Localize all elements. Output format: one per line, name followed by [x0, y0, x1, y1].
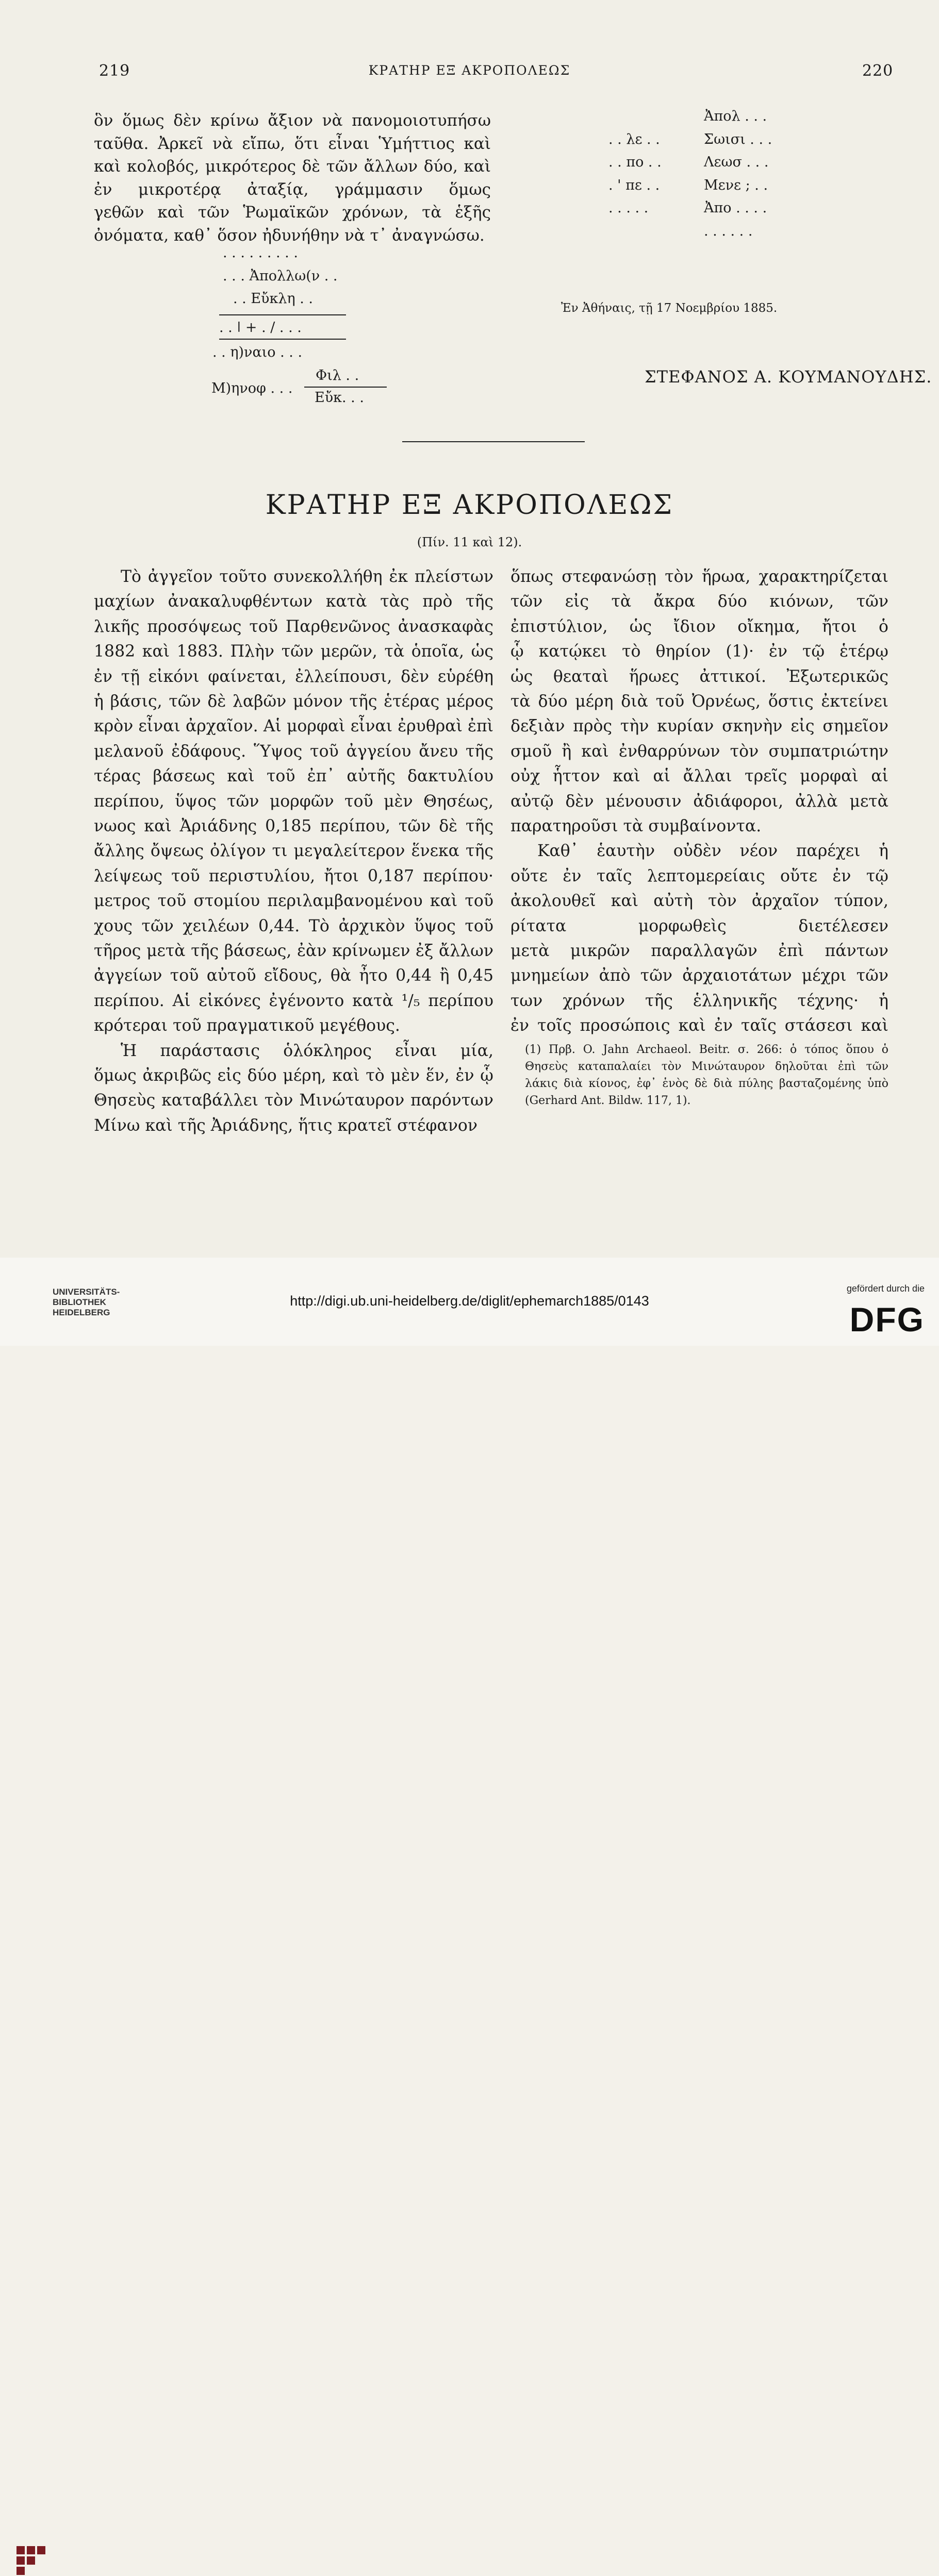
- text-line: (Gerhard Ant. Bildw. 117, 1).: [525, 1094, 691, 1107]
- text-line: Καθ᾽ ἑαυτὴν οὐδὲν νέον παρέχει ἡ: [537, 842, 888, 861]
- library-name: UNIVERSITÄTS- BIBLIOTHEK HEIDELBERG: [53, 1287, 120, 1317]
- text-line: ἡ βάσις, τῶν δὲ λαβῶν μόνον τῆς ἑτέρας μέρος: [94, 692, 493, 711]
- funding-note: gefördert durch die: [846, 1283, 925, 1294]
- page-number-right: 220: [862, 62, 894, 80]
- article-title: ΚΡΑΤΗΡ ΕΞ ΑΚΡΟΠΟΛΕΩΣ: [265, 490, 674, 521]
- signature: ΣΤΕΦΑΝΟΣ Α. ΚΟΥΜΑΝΟΥΔΗΣ.: [645, 367, 932, 387]
- inscription-line: . . . . . . . . .: [223, 245, 298, 261]
- text-line: κρότεραι τοῦ πραγματικοῦ μεγέθους.: [94, 1016, 400, 1035]
- scanned-page: [0, 0, 939, 1258]
- inscription-line: Σωισι . . .: [704, 131, 772, 147]
- inscription-line: . . πο . .: [608, 154, 662, 170]
- text-line: Θησεὺς καταβάλλει τὸν Μινώταυρον παρόντων: [94, 1091, 493, 1110]
- text-line: μαχίων ἀνακαλυφθέντων κατὰ τὰς πρὸ τῆς: [94, 592, 493, 611]
- text-line: των χρόνων τῆς ἑλληνικῆς τέχνης· ἡ: [510, 991, 888, 1010]
- text-line: χους τῶν χειλέων 0,44. Τὸ ἀρχικὸν ὕψος τοῦ: [94, 916, 493, 935]
- inscription-prefix: Μ)ηνοφ . . .: [211, 380, 293, 396]
- inscription-line: . . ǀ + . / . . .: [219, 320, 302, 336]
- inscription-rule: [219, 339, 346, 340]
- inscription-line: Λεωσ . . .: [704, 154, 769, 170]
- text-line: λείψεως τοῦ περιστυλίου, ἤτοι 0,187 περίπου·: [94, 866, 493, 885]
- text-line: οὔτε ἐν ταῖς λεπτομερείαις οὔτε ἐν τῷ: [510, 866, 888, 885]
- section-rule: [402, 441, 585, 442]
- article-subtitle: (Πίν. 11 καὶ 12).: [417, 535, 522, 549]
- text-line: ταῦθα. Ἀρκεῖ νὰ εἴπω, ὅτι εἶναι Ὑμήττιος καὶ: [94, 134, 491, 153]
- dateline: Ἐν Ἀθήναις, τῇ 17 Νοεμβρίου 1885.: [561, 302, 778, 315]
- running-title: ΚΡΑΤΗΡ ΕΞ ΑΚΡΟΠΟΛΕΩΣ: [368, 63, 571, 78]
- text-line: τὰ δύο μέρη διὰ τοῦ Ὀρνέως, ὅστις ἐκτείνει: [510, 692, 888, 711]
- text-line: αὐτῷ δὲν μένουσιν ἀδιάφοροι, ἀλλὰ μετὰ: [510, 792, 888, 811]
- inscription-rule: [219, 314, 346, 315]
- inscription-line: . . Εὔκλη . .: [233, 291, 313, 307]
- text-line: λάκις διὰ κίονος, ἐφ᾽ ἑνὸς δὲ διὰ πύλης βασταζομένης ὑπὸ: [525, 1077, 888, 1090]
- text-line: παρατηροῦσι τὰ συμβαίνοντα.: [510, 817, 762, 835]
- text-line: ἐν τοῖς προσώποις καὶ ἐν ταῖς στάσεσι καὶ: [510, 1016, 888, 1035]
- text-line: ἐν μικροτέρᾳ ἀταξίᾳ, γράμμασιν ὅμως: [94, 180, 491, 199]
- text-line: περίπου. Αἱ εἰκόνες ἐγένοντο κατὰ ¹/₅ περίπου: [94, 991, 493, 1010]
- text-line: Μίνω καὶ τῆς Ἀριάδνης, ἥτις κρατεῖ στέφανον: [94, 1116, 478, 1135]
- text-line: ὅπως στεφανώσῃ τὸν ἥρωα, χαρακτηρίζεται: [510, 567, 888, 586]
- fraction-rule: [304, 387, 387, 388]
- text-line: κρὸν εἶναι ἀρχαῖον. Αἱ μορφαὶ εἶναι ἐρυθραὶ ἐπὶ: [94, 717, 493, 736]
- text-line: ὃν ὅμως δὲν κρίνω ἄξιον νὰ πανομοιοτυπήσω: [94, 111, 491, 130]
- text-line: Ἡ παράστασις ὁλόκληρος εἶναι μία,: [121, 1041, 493, 1060]
- text-line: ᾧ κατῴκει τὸ θηρίον (1)· ἐν τῷ ἑτέρῳ: [510, 642, 888, 661]
- text-line: ἐν τῇ εἰκόνι φαίνεται, ἐλλείπουσι, δὲν εὑρέθη: [94, 667, 493, 686]
- dfg-logo: DFG: [849, 1300, 925, 1339]
- text-line: μετὰ μικρῶν παραλλαγῶν ἐπὶ πάντων: [510, 942, 888, 960]
- text-line: δεξιὰν πρὸς τὴν κυρίαν σκηνὴν εἰς σημεῖον: [510, 717, 888, 736]
- text-line: γεθῶν καὶ τῶν Ῥωμαϊκῶν χρόνων, τὰ ἑξῆς: [94, 203, 491, 222]
- inscription-line: Ἀπολ . . .: [704, 108, 767, 124]
- text-line: λικῆς προσόψεως τοῦ Παρθενῶνος ἀνασκαφὰς: [94, 617, 493, 636]
- text-line: ὀνόματα, καθ᾽ ὅσον ἠδυνήθην νὰ τ᾽ ἀναγνώσω.: [94, 226, 485, 245]
- text-line: σμοῦ ἢ καὶ ἐνθαρρύνων τὸν συμπατριώτην: [510, 742, 888, 761]
- text-line: μελανοῦ ἐδάφους. Ὕψος τοῦ ἀγγείου ἄνευ τῆς: [94, 742, 493, 761]
- text-line: ἀγγείων τοῦ αὐτοῦ εἴδους, θὰ ἦτο 0,44 ἢ 0,45: [94, 966, 493, 985]
- inscription-fraction-top: Φιλ . .: [316, 367, 359, 383]
- text-line: ἐπιστύλιον, ὡς ἴδιον οἴκημα, ἤτοι ὁ: [510, 617, 888, 636]
- text-line: Θησεὺς καταπαλαίει τὸν Μινώταυρον δηλοῦται ἐπὶ τῶν: [525, 1060, 888, 1073]
- text-line: ὡς θεαταὶ ἥρωες ἀττικοί. Ἐξωτερικῶς: [510, 667, 888, 686]
- inscription-fraction-bottom: Εὔκ. . .: [315, 390, 364, 406]
- text-line: νωος καὶ Ἀριάδνης 0,185 περίπου, τῶν δὲ τῆς: [94, 817, 493, 835]
- inscription-line: . . λε . .: [608, 131, 660, 147]
- inscription-line: . . . . .: [608, 200, 649, 216]
- inscription-line: . ' πε . .: [608, 177, 660, 193]
- text-line: μετρος τοῦ στομίου περιλαμβανομένου καὶ τοῦ: [94, 892, 493, 911]
- inscription-line: Μενε ; . .: [704, 177, 768, 193]
- inscription-line: . . η)ναιο . . .: [212, 344, 303, 360]
- text-line: οὐχ ἧττον καὶ αἱ ἄλλαι τρεῖς μορφαὶ αἱ: [510, 767, 888, 786]
- text-line: μνημείων ἀπὸ τῶν ἀρχαιοτάτων μέχρι τῶν: [510, 966, 888, 985]
- text-line: ρίτατα μορφωθεὶς διετέλεσεν: [510, 916, 888, 935]
- inscription-line: . . . Ἀπολλω(ν . .: [223, 268, 338, 284]
- text-line: ὅμως ἀκριβῶς εἰς δύο μέρη, καὶ τὸ μὲν ἕν, ἐν ᾧ: [94, 1066, 493, 1085]
- text-line: καὶ κολοβός, μικρότερος δὲ τῶν ἄλλων δύο, καὶ: [94, 157, 491, 176]
- text-line: τῆρος μετὰ τῆς βάσεως, ἐὰν κρίνωμεν ἐξ ἄλλων: [94, 942, 493, 960]
- text-line: ἄλλης ὄψεως ὀλίγον τι μεγαλείτερον ἕνεκα τῆς: [94, 842, 493, 861]
- page-number-left: 219: [99, 62, 130, 80]
- text-line: (1) Πρβ. O. Jahn Archaeol. Beitr. σ. 266: ὁ τόπος ὅπου ὁ: [525, 1043, 888, 1056]
- text-line: περίπου, ὕψος τῶν μορφῶν τοῦ μὲν Θησέως,: [94, 792, 493, 811]
- inscription-line: Ἀπο . . . .: [704, 200, 767, 216]
- text-line: 1882 καὶ 1883. Πλὴν τῶν μερῶν, τὰ ὁποῖα, ὡς: [94, 642, 493, 661]
- text-line: τῶν εἰς τὰ ἄκρα δύο κιόνων, τῶν: [510, 592, 888, 611]
- text-line: ἀκολουθεῖ καὶ αὐτὴ τὸν ἀρχαῖον τύπον,: [510, 892, 888, 911]
- text-line: τέρας βάσεως καὶ τοῦ ἐπ᾽ αὐτῆς δακτυλίου: [94, 767, 493, 786]
- source-url[interactable]: http://digi.ub.uni-heidelberg.de/diglit/ephemarch1885/0143: [290, 1293, 649, 1309]
- text-line: Τὸ ἀγγεῖον τοῦτο συνεκολλήθη ἐκ πλείστων: [121, 567, 493, 586]
- library-logo-icon: [17, 2546, 46, 2576]
- inscription-line: . . . . . .: [704, 223, 753, 239]
